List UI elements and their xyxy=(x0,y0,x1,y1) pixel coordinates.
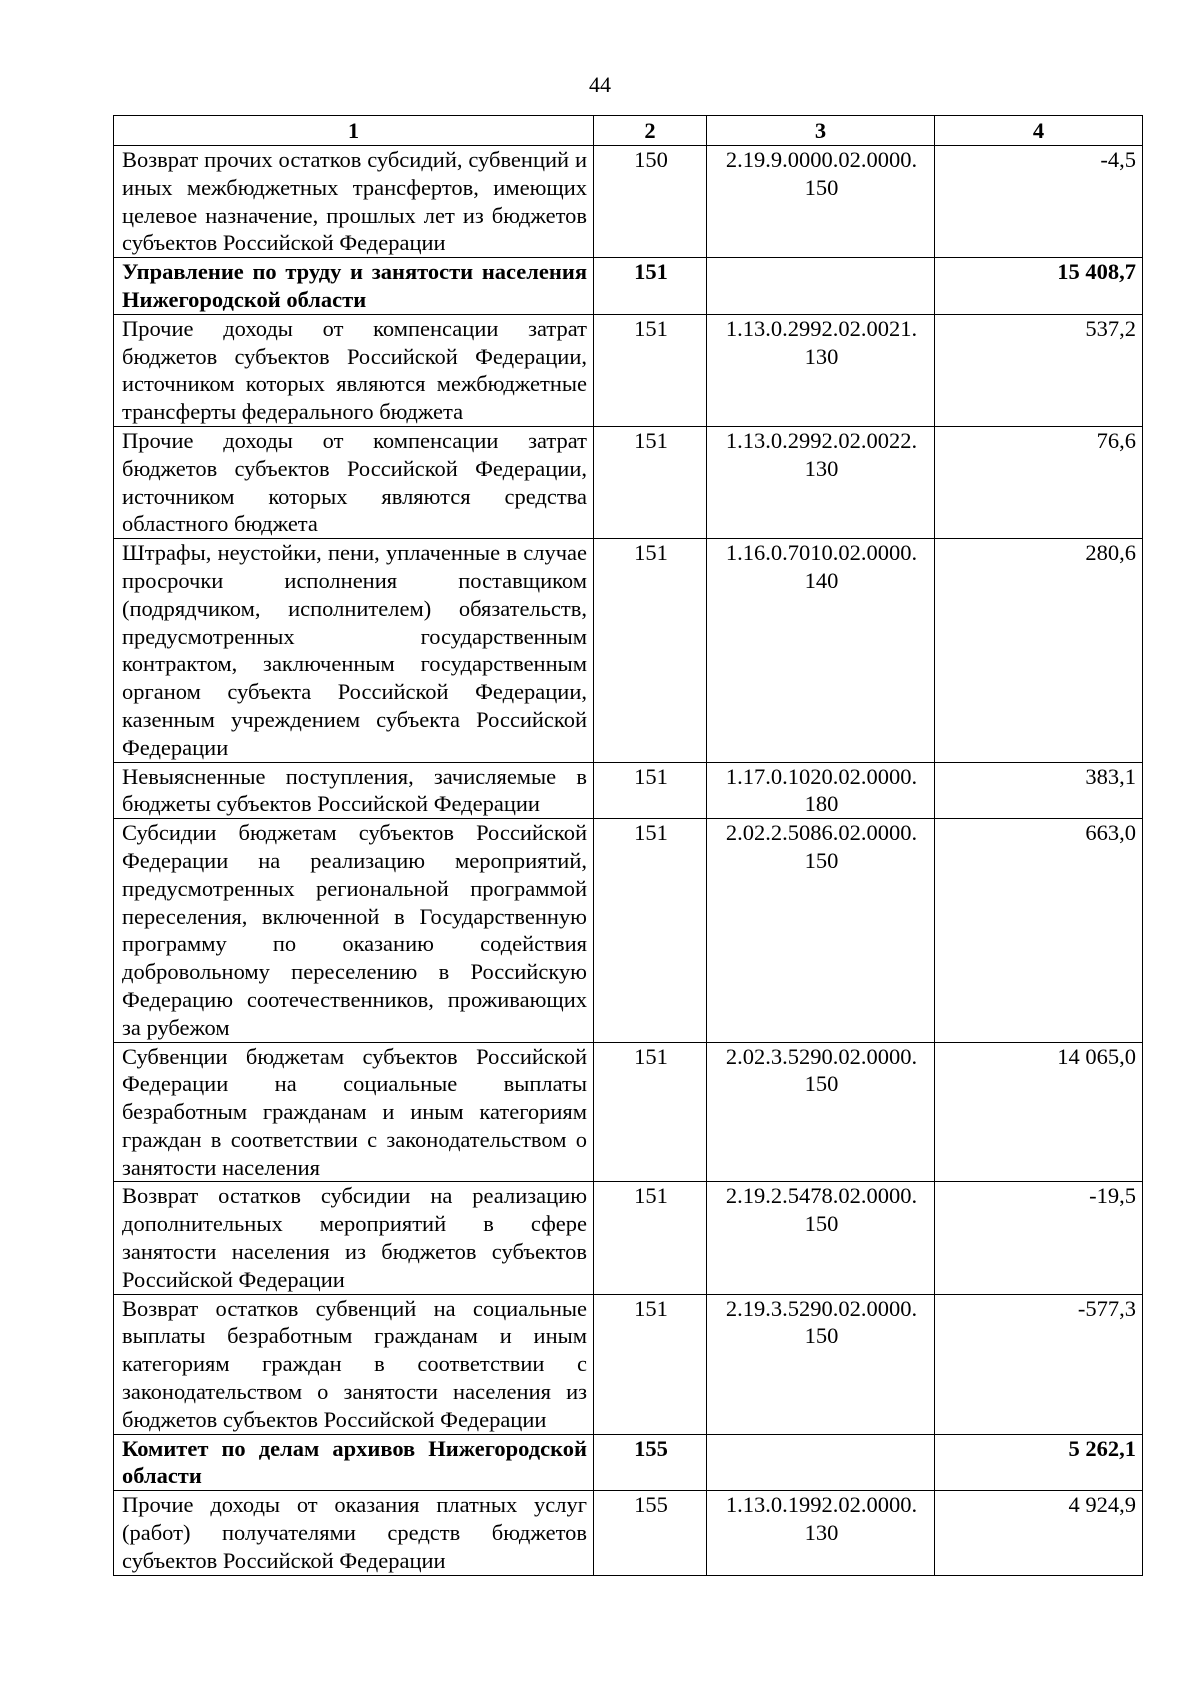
header-col-1: 1 xyxy=(114,116,594,146)
row-amount: 4 924,9 xyxy=(935,1491,1143,1575)
table-row xyxy=(114,258,1143,315)
row-name: Возврат остатков субсидии на реализацию дополнительных мероприятий в сфере занятости населения из бюджетов субъектов Российской Федерации xyxy=(114,1182,594,1294)
row-amount: -577,3 xyxy=(935,1294,1143,1434)
budget-code-line: 150 xyxy=(804,1211,839,1237)
row-amount: -19,5 xyxy=(935,1182,1143,1294)
row-budget-code xyxy=(707,426,935,538)
table-header-row xyxy=(114,116,1143,146)
budget-code-line: 1.17.0.1020.02.0000. xyxy=(725,763,918,789)
row-amount: 663,0 xyxy=(935,819,1143,1042)
budget-code-line: 2.02.3.5290.02.0000. xyxy=(725,1043,918,1069)
budget-code-line: 140 xyxy=(804,567,839,593)
budget-code-line: 1.16.0.7010.02.0000. xyxy=(725,540,918,566)
table-row xyxy=(114,426,1143,538)
row-budget-code xyxy=(707,1182,935,1294)
row-amount: 280,6 xyxy=(935,539,1143,762)
budget-code-line: 130 xyxy=(804,1520,839,1546)
row-admin-code: 151 xyxy=(594,258,707,315)
row-name: Субсидии бюджетам субъектов Российской Федерации на реализацию мероприятий, предусмотренных региональной программой переселения, включенной в Государственную программу по оказанию содействия добровольному переселению в Российскую Федерацию соотечественников, проживающих за рубежом xyxy=(114,819,594,1042)
table-row xyxy=(114,762,1143,819)
table-row xyxy=(114,314,1143,426)
row-amount: 76,6 xyxy=(935,426,1143,538)
row-name: Прочие доходы от компенсации затрат бюджетов субъектов Российской Федерации, источником которых являются межбюджетные трансферты федерального бюджета xyxy=(114,314,594,426)
budget-code-line: 2.19.9.0000.02.0000. xyxy=(725,147,918,172)
row-name: Субвенции бюджетам субъектов Российской Федерации на социальные выплаты безработным гражданам и иным категориям граждан в соответствии с законодательством о занятости населения xyxy=(114,1042,594,1182)
budget-code-line: 150 xyxy=(804,847,839,873)
row-name: Прочие доходы от компенсации затрат бюджетов субъектов Российской Федерации, источником которых являются средства областного бюджета xyxy=(114,426,594,538)
row-admin-code: 151 xyxy=(594,539,707,762)
table-row xyxy=(114,1491,1143,1575)
row-budget-code xyxy=(707,539,935,762)
row-admin-code: 151 xyxy=(594,1182,707,1294)
table-row xyxy=(114,819,1143,1042)
budget-code-line: 2.19.3.5290.02.0000. xyxy=(725,1295,918,1321)
row-admin-code: 155 xyxy=(594,1491,707,1575)
row-amount: 383,1 xyxy=(935,762,1143,819)
header-col-4: 4 xyxy=(935,116,1143,146)
budget-table xyxy=(113,115,1143,1576)
budget-code-line: 150 xyxy=(804,174,839,200)
row-budget-code xyxy=(707,1434,935,1491)
budget-code-line: 130 xyxy=(804,455,839,481)
row-name: Комитет по делам архивов Нижегородской области xyxy=(114,1434,594,1491)
header-col-3: 3 xyxy=(707,116,935,146)
table-row xyxy=(114,1042,1143,1182)
table-body xyxy=(114,146,1143,1576)
row-amount: -4,5 xyxy=(935,146,1143,258)
budget-code-line: 180 xyxy=(804,791,839,817)
row-admin-code: 151 xyxy=(594,762,707,819)
budget-code-line: 150 xyxy=(804,1323,839,1349)
row-admin-code: 151 xyxy=(594,1294,707,1434)
table-row xyxy=(114,1182,1143,1294)
row-budget-code xyxy=(707,1042,935,1182)
row-budget-code xyxy=(707,1294,935,1434)
table-row xyxy=(114,146,1143,258)
budget-code-line: 1.13.0.2992.02.0022. xyxy=(725,427,918,453)
row-admin-code: 151 xyxy=(594,819,707,1042)
row-amount: 537,2 xyxy=(935,314,1143,426)
table-row xyxy=(114,539,1143,762)
row-admin-code: 155 xyxy=(594,1434,707,1491)
budget-code-line: 1.13.0.2992.02.0021. xyxy=(725,315,918,341)
row-name: Управление по труду и занятости населения Нижегородской области xyxy=(114,258,594,315)
row-budget-code xyxy=(707,1491,935,1575)
table-row xyxy=(114,1294,1143,1434)
row-budget-code xyxy=(707,314,935,426)
budget-code-line: 2.19.2.5478.02.0000. xyxy=(725,1183,918,1209)
row-name: Возврат остатков субвенций на социальные выплаты безработным гражданам и иным категориям граждан в соответствии с законодательством о занятости населения из бюджетов субъектов Российской Федерации xyxy=(114,1294,594,1434)
row-amount: 14 065,0 xyxy=(935,1042,1143,1182)
row-name: Невыясненные поступления, зачисляемые в бюджеты субъектов Российской Федерации xyxy=(114,762,594,819)
budget-code-line: 2.02.2.5086.02.0000. xyxy=(725,820,918,846)
row-budget-code xyxy=(707,258,935,315)
page-number: 44 xyxy=(589,72,611,97)
header-col-2: 2 xyxy=(594,116,707,146)
budget-code-line: 150 xyxy=(804,1071,839,1097)
row-amount: 15 408,7 xyxy=(935,258,1143,315)
row-budget-code xyxy=(707,146,935,258)
row-name: Прочие доходы от оказания платных услуг (работ) получателями средств бюджетов субъектов Российской Федерации xyxy=(114,1491,594,1575)
row-name: Возврат прочих остатков субсидий, субвенций и иных межбюджетных трансфертов, имеющих целевое назначение, прошлых лет из бюджетов субъектов Российской Федерации xyxy=(114,146,594,258)
budget-code-line: 130 xyxy=(804,343,839,369)
row-name: Штрафы, неустойки, пени, уплаченные в случае просрочки исполнения поставщиком (подрядчиком, исполнителем) обязательств, предусмотренных государственным контрактом, заключенным государственным органом субъекта Российской Федерации, казенным учреждением субъекта Российской Федерации xyxy=(114,539,594,762)
row-admin-code: 151 xyxy=(594,1042,707,1182)
row-admin-code: 151 xyxy=(594,314,707,426)
row-admin-code: 151 xyxy=(594,426,707,538)
budget-code-line: 1.13.0.1992.02.0000. xyxy=(725,1492,918,1518)
row-budget-code xyxy=(707,762,935,819)
row-admin-code: 150 xyxy=(594,146,707,258)
row-amount: 5 262,1 xyxy=(935,1434,1143,1491)
table-row xyxy=(114,1434,1143,1491)
row-budget-code xyxy=(707,819,935,1042)
